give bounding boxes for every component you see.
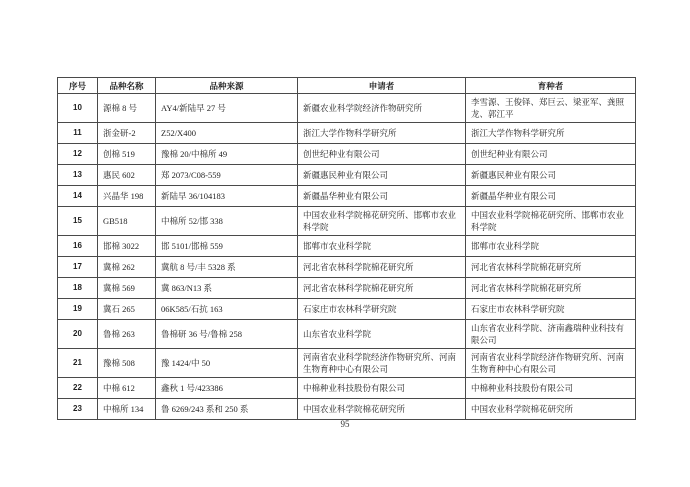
table-cell-variety-source: 豫棉 20/中棉所 49: [156, 144, 298, 165]
table-cell-breeder: 中国农业科学院棉花研究所: [466, 399, 636, 420]
table-cell-breeder: 河南省农业科学院经济作物研究所、河南生物育种中心有限公司: [466, 349, 636, 378]
table-row: [58, 236, 636, 257]
table-row: [58, 94, 636, 123]
table-cell-index: 17: [58, 257, 98, 278]
table-cell-breeder: 邯郸市农业科学院: [466, 236, 636, 257]
table-row: [58, 207, 636, 236]
table-cell-breeder: 河北省农林科学院棉花研究所: [466, 278, 636, 299]
table-cell-variety-name: 邯棉 3022: [98, 236, 156, 257]
column-header-variety-name: 品种名称: [98, 78, 156, 94]
table-cell-applicant: 新疆农业科学院经济作物研究所: [298, 94, 466, 123]
table-cell-variety-name: 创棉 519: [98, 144, 156, 165]
table-row: [58, 299, 636, 320]
table-cell-variety-name: 惠民 602: [98, 165, 156, 186]
table-cell-index: 22: [58, 378, 98, 399]
table-cell-applicant: 创世纪种业有限公司: [298, 144, 466, 165]
table-cell-variety-source: 鑫秋 1 号/423386: [156, 378, 298, 399]
table-cell-applicant: 邯郸市农业科学院: [298, 236, 466, 257]
table-cell-applicant: 新疆惠民种业有限公司: [298, 165, 466, 186]
table-row: [58, 278, 636, 299]
table-cell-applicant: 石家庄市农林科学研究院: [298, 299, 466, 320]
table-cell-breeder: 李雪源、王俊铎、郑巨云、梁亚军、龚照龙、郭江平: [466, 94, 636, 123]
page-number: 95: [340, 419, 350, 429]
table-cell-breeder: 创世纪种业有限公司: [466, 144, 636, 165]
table-cell-variety-source: 中棉所 52/邯 338: [156, 207, 298, 236]
table-cell-variety-name: 冀棉 262: [98, 257, 156, 278]
table-row: [58, 378, 636, 399]
table-cell-variety-source: 豫 1424/中 50: [156, 349, 298, 378]
table-cell-variety-source: 冀航 8 号/丰 5328 系: [156, 257, 298, 278]
table-cell-applicant: 中国农业科学院棉花研究所: [298, 399, 466, 420]
table-row: [58, 257, 636, 278]
column-header-index: 序号: [58, 78, 98, 94]
table-cell-applicant: 新疆晶华种业有限公司: [298, 186, 466, 207]
table-cell-variety-name: 冀石 265: [98, 299, 156, 320]
table-cell-index: 18: [58, 278, 98, 299]
table-cell-variety-name: 中棉所 134: [98, 399, 156, 420]
table-cell-variety-source: Z52/X400: [156, 123, 298, 144]
table-row: [58, 186, 636, 207]
table-row: [58, 144, 636, 165]
table-cell-variety-name: 浙金研-2: [98, 123, 156, 144]
column-header-applicant: 申请者: [298, 78, 466, 94]
table-cell-variety-name: 兴晶华 198: [98, 186, 156, 207]
column-header-variety-source: 品种来源: [156, 78, 298, 94]
table-cell-breeder: 新疆惠民种业有限公司: [466, 165, 636, 186]
table-cell-variety-name: GB518: [98, 207, 156, 236]
table-cell-index: 20: [58, 320, 98, 349]
table-cell-index: 12: [58, 144, 98, 165]
table-cell-breeder: 浙江大学作物科学研究所: [466, 123, 636, 144]
table-cell-breeder: 河北省农林科学院棉花研究所: [466, 257, 636, 278]
table-cell-variety-name: 冀棉 569: [98, 278, 156, 299]
table-cell-breeder: 中棉种业科技股份有限公司: [466, 378, 636, 399]
table-cell-breeder: 中国农业科学院棉花研究所、邯郸市农业科学院: [466, 207, 636, 236]
table-cell-variety-source: 新陆早 36/104183: [156, 186, 298, 207]
table-cell-index: 23: [58, 399, 98, 420]
table-cell-variety-source: 06K585/石抗 163: [156, 299, 298, 320]
table-cell-index: 19: [58, 299, 98, 320]
table-row: [58, 123, 636, 144]
column-header-breeder: 育种者: [466, 78, 636, 94]
table-cell-breeder: 新疆晶华种业有限公司: [466, 186, 636, 207]
table-cell-applicant: 山东省农业科学院: [298, 320, 466, 349]
variety-table: [57, 77, 636, 420]
table-cell-applicant: 浙江大学作物科学研究所: [298, 123, 466, 144]
table-cell-applicant: 河北省农林科学院棉花研究所: [298, 257, 466, 278]
table-row: [58, 399, 636, 420]
table-cell-applicant: 河北省农林科学院棉花研究所: [298, 278, 466, 299]
table-cell-index: 14: [58, 186, 98, 207]
table-cell-variety-source: 鲁 6269/243 系和 250 系: [156, 399, 298, 420]
table-cell-variety-name: 中棉 612: [98, 378, 156, 399]
table-cell-applicant: 中棉种业科技股份有限公司: [298, 378, 466, 399]
table-cell-variety-name: 源棉 8 号: [98, 94, 156, 123]
table-cell-index: 11: [58, 123, 98, 144]
table-cell-index: 15: [58, 207, 98, 236]
table-cell-index: 16: [58, 236, 98, 257]
table-header-row: [58, 78, 636, 94]
table-cell-variety-name: 豫棉 508: [98, 349, 156, 378]
table-cell-variety-source: AY4/新陆早 27 号: [156, 94, 298, 123]
table-row: [58, 320, 636, 349]
table-cell-breeder: 山东省农业科学院、济南鑫瑞种业科技有限公司: [466, 320, 636, 349]
table-cell-variety-source: 郑 2073/C08-559: [156, 165, 298, 186]
table-row: [58, 165, 636, 186]
table-cell-applicant: 中国农业科学院棉花研究所、邯郸市农业科学院: [298, 207, 466, 236]
table-cell-applicant: 河南省农业科学院经济作物研究所、河南生物育种中心有限公司: [298, 349, 466, 378]
table-cell-variety-source: 邯 5101/邯棉 559: [156, 236, 298, 257]
table-cell-variety-source: 冀 863/N13 系: [156, 278, 298, 299]
table-cell-variety-source: 鲁棉研 36 号/鲁棉 258: [156, 320, 298, 349]
table-row: [58, 349, 636, 378]
table-cell-breeder: 石家庄市农林科学研究院: [466, 299, 636, 320]
table-cell-index: 13: [58, 165, 98, 186]
table-cell-variety-name: 鲁棉 263: [98, 320, 156, 349]
table-cell-index: 21: [58, 349, 98, 378]
table-cell-index: 10: [58, 94, 98, 123]
